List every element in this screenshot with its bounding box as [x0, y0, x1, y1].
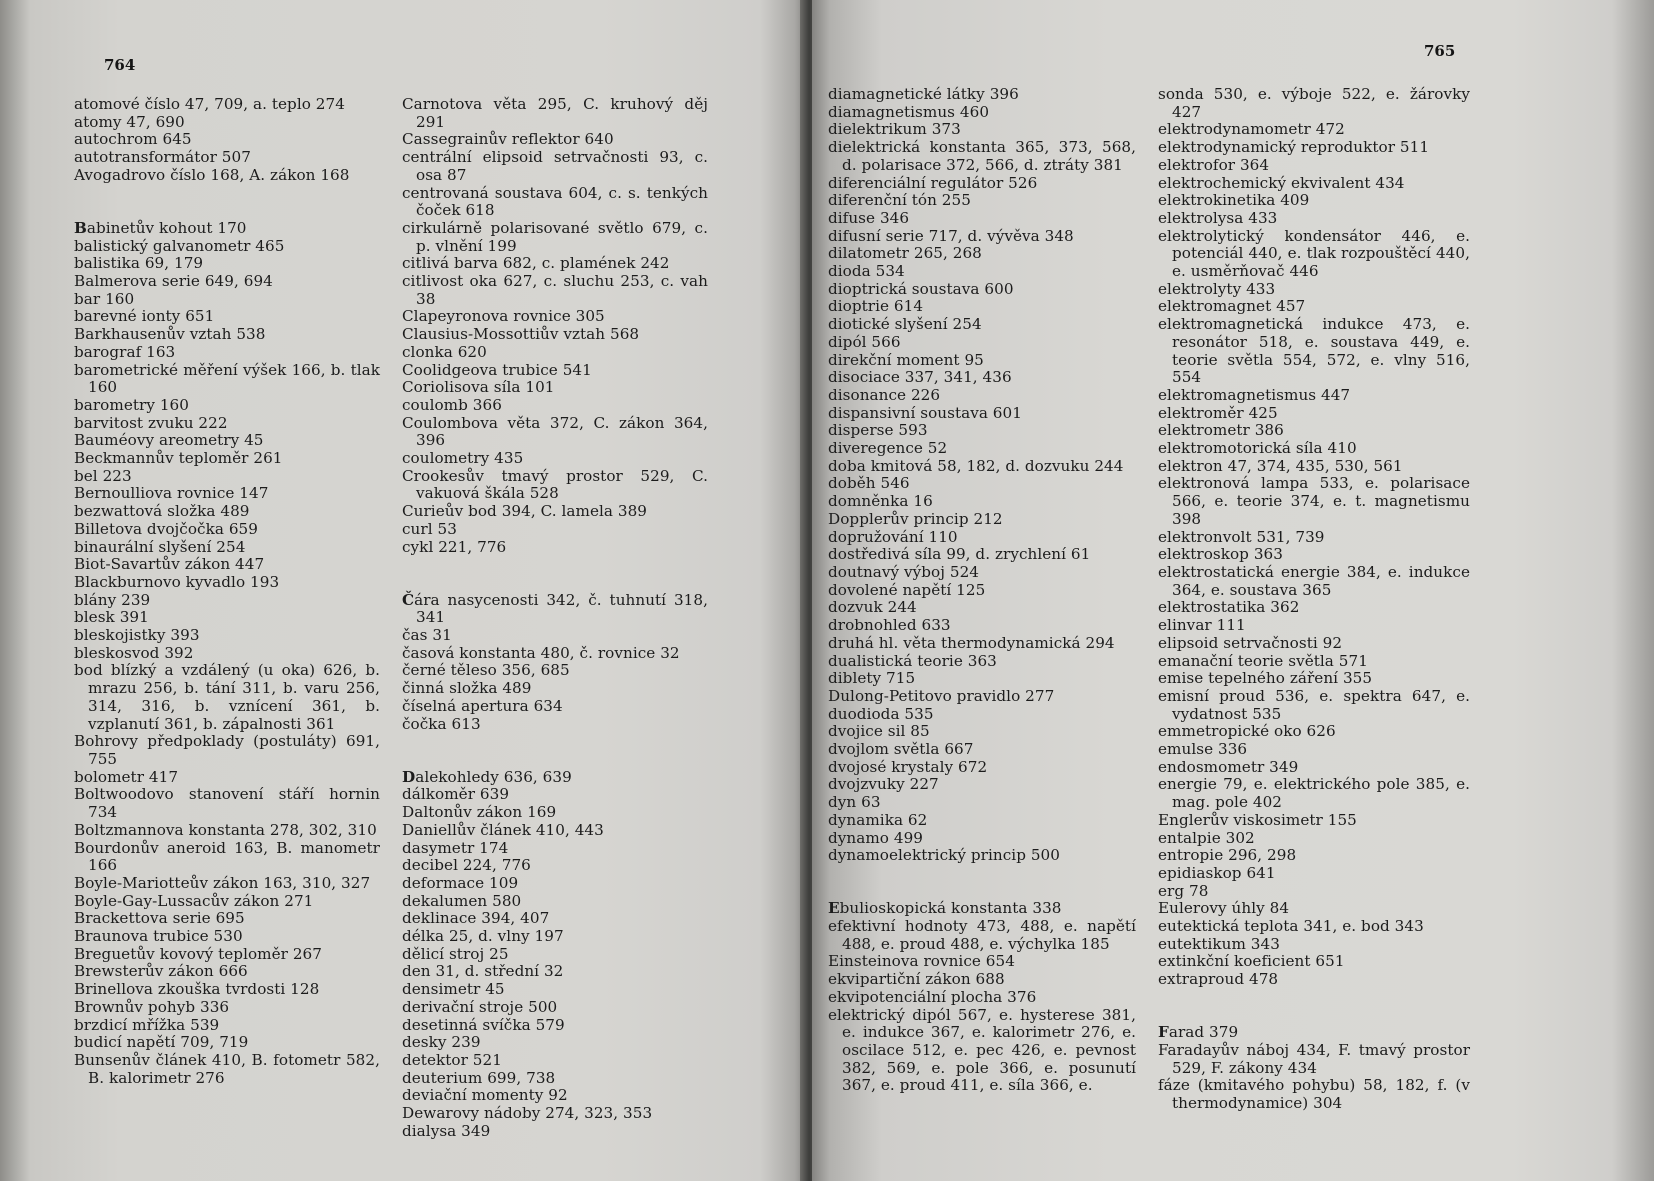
- index-entry: dynamo 499: [828, 828, 923, 847]
- index-entry: decibel 224, 776: [402, 856, 531, 875]
- index-entry: elektrostatická energie 384, e. indukce 364, e. soustava 365: [1158, 562, 1470, 599]
- index-entry: Barkhausenův vztah 538: [74, 325, 266, 344]
- index-entry: čočka 613: [402, 714, 481, 733]
- right-page: [812, 0, 1654, 1181]
- index-entry: dioda 534: [828, 262, 905, 281]
- index-entry: bleskojistky 393: [74, 626, 200, 645]
- index-entry: bleskosvod 392: [74, 643, 194, 662]
- index-entry: elektromagnet 457: [1158, 297, 1306, 316]
- index-entry: duodioda 535: [828, 704, 934, 723]
- index-entry: Dopplerův princip 212: [828, 509, 1003, 528]
- index-entry: dekalumen 580: [402, 891, 522, 910]
- index-entry: elektrometr 386: [1158, 421, 1284, 440]
- index-entry: efektivní hodnoty 473, 488, e. napětí 488, e. proud 488, e. výchylka 185: [828, 917, 1136, 953]
- index-entry: cykl 221, 776: [402, 537, 507, 556]
- index-entry: disperse 593: [828, 421, 928, 440]
- index-entry: dynamika 62: [828, 810, 928, 829]
- index-entry: den 31, d. střední 32: [402, 962, 564, 981]
- index-entry: sonda 530, e. výboje 522, e. žárovky 427: [1158, 85, 1470, 121]
- index-entry: Dulong-Petitovo pravidlo 277: [828, 686, 1055, 705]
- index-entry: brzdicí mřížka 539: [74, 1015, 220, 1034]
- index-entry: dvojice sil 85: [828, 722, 930, 741]
- index-entry: Boltwoodovo stanovení stáří hornin 734: [74, 785, 380, 822]
- index-entry: elektrolyty 433: [1158, 279, 1276, 298]
- index-entry: elektrokinetika 409: [1158, 191, 1310, 210]
- index-entry: binaurální slyšení 254: [74, 537, 246, 556]
- index-entry: elektrický dipól 567, e. hysterese 381, e. indukce 367, e. kalorimetr 276, e. oscilace 512, e. pec 426, e. pevnost 382, 569, e. pole 366, e. posunutí 367, e. proud 411, e. síla 366, e.: [828, 1005, 1136, 1095]
- index-entry: Brownův pohyb 336: [74, 997, 230, 1016]
- index-entry: endosmometr 349: [1158, 757, 1299, 776]
- index-entry: budicí napětí 709, 719: [74, 1033, 249, 1052]
- index-entry: Daniellův článek 410, 443: [402, 820, 604, 839]
- index-entry: Faradayův náboj 434, F. tmavý prostor 529, F. zákony 434: [1158, 1040, 1470, 1077]
- index-entry: doběh 546: [828, 474, 910, 493]
- index-entry: dasymetr 174: [402, 838, 509, 857]
- index-entry: elektromagnetismus 447: [1158, 385, 1351, 404]
- left-column-1: [74, 96, 380, 1087]
- index-entry: Clapeyronova rovnice 305: [402, 307, 605, 326]
- index-entry: elektrodynamický reproduktor 511: [1158, 138, 1430, 157]
- index-entry: dyn 63: [828, 793, 881, 812]
- index-entry: densimetr 45: [402, 980, 505, 999]
- index-entry: desky 239: [402, 1033, 481, 1052]
- index-entry: dielektrická konstanta 365, 373, 568, d. polarisace 372, 566, d. ztráty 381: [828, 138, 1136, 174]
- index-entry: difuse 346: [828, 208, 910, 227]
- index-entry: elektroskop 363: [1158, 545, 1283, 564]
- index-entry: dynamoelektrický princip 500: [828, 846, 1060, 865]
- section-initial: F: [1158, 1023, 1169, 1042]
- index-entry: citlivá barva 682, c. plamének 242: [402, 254, 670, 273]
- index-entry: Dalekohledy 636, 639: [402, 767, 572, 786]
- index-entry: doba kmitová 58, 182, d. dozvuku 244: [828, 456, 1124, 475]
- index-entry: Boltzmannova konstanta 278, 302, 310: [74, 820, 377, 839]
- index-entry: balistika 69, 179: [74, 254, 204, 273]
- index-entry: Bunsenův článek 410, B. fotometr 582, B. kalorimetr 276: [74, 1050, 380, 1087]
- index-entry: elektronvolt 531, 739: [1158, 527, 1325, 546]
- index-entry: Einsteinova rovnice 654: [828, 952, 1015, 971]
- index-entry: elipsoid setrvačnosti 92: [1158, 633, 1343, 652]
- index-entry: Coulombova věta 372, C. zákon 364, 396: [402, 413, 708, 450]
- left-page: [0, 0, 808, 1181]
- index-entry: atomové číslo 47, 709, a. teplo 274: [74, 95, 345, 113]
- index-entry: drobnohled 633: [828, 616, 951, 635]
- index-entry: Eulerovy úhly 84: [1158, 899, 1290, 918]
- section-gap: [1158, 989, 1470, 1024]
- index-entry: elektrolysa 433: [1158, 208, 1278, 227]
- section-gap: [74, 185, 380, 220]
- index-entry: elektrostatika 362: [1158, 598, 1300, 617]
- index-entry: Beckmannův teploměr 261: [74, 449, 283, 468]
- index-entry: elektronová lampa 533, e. polarisace 566, e. teorie 374, e. t. magnetismu 398: [1158, 474, 1470, 528]
- index-entry: dipól 566: [828, 332, 901, 351]
- index-entry: Englerův viskosimetr 155: [1158, 810, 1357, 829]
- index-entry: dispansivní soustava 601: [828, 403, 1022, 422]
- index-entry: difusní serie 717, d. vývěva 348: [828, 226, 1074, 245]
- index-entry: dualistická teorie 363: [828, 651, 997, 670]
- index-entry: Boyle-Gay-Lussacův zákon 271: [74, 891, 314, 910]
- index-entry: diamagnetické látky 396: [828, 85, 1019, 103]
- left-column-2: [402, 96, 708, 1140]
- index-entry: barvitost zvuku 222: [74, 413, 228, 432]
- right-column-2: [1158, 86, 1470, 1113]
- index-entry: Breguetův kovový teploměr 267: [74, 944, 322, 963]
- index-entry: desetinná svíčka 579: [402, 1015, 565, 1034]
- index-entry: energie 79, e. elektrického pole 385, e. mag. pole 402: [1158, 775, 1470, 812]
- index-entry: dioptrie 614: [828, 297, 924, 316]
- index-entry: atomy 47, 690: [74, 112, 185, 131]
- index-entry: dvojzvuky 227: [828, 775, 939, 794]
- index-entry: Daltonův zákon 169: [402, 803, 557, 822]
- index-entry: dovolené napětí 125: [828, 580, 986, 599]
- index-entry: bod blízký a vzdálený (u oka) 626, b. mrazu 256, b. tání 311, b. varu 256, 314, 316, b. vznícení 361, b. vzplanutí 361, b. zápalnosti 361: [74, 661, 380, 733]
- index-entry: Biot-Savartův zákon 447: [74, 555, 265, 574]
- index-entry: bar 160: [74, 289, 135, 308]
- index-entry: ekvipartiční zákon 688: [828, 970, 1005, 989]
- index-entry: diamagnetismus 460: [828, 102, 990, 121]
- index-entry: dvojosé krystaly 672: [828, 757, 988, 776]
- index-entry: Cassegrainův reflektor 640: [402, 130, 614, 149]
- index-entry: Čára nasycenosti 342, č. tuhnutí 318, 341: [402, 590, 708, 627]
- index-entry: černé těleso 356, 685: [402, 661, 570, 680]
- index-entry: Coriolisova síla 101: [402, 378, 555, 397]
- index-entry: disociace 337, 341, 436: [828, 368, 1012, 387]
- index-entry: diferenciální regulátor 526: [828, 173, 1038, 192]
- index-entry: doutnavý výboj 524: [828, 562, 980, 581]
- index-entry: Billetova dvojčočka 659: [74, 519, 258, 538]
- index-entry: číselná apertura 634: [402, 696, 563, 715]
- index-entry: detektor 521: [402, 1050, 502, 1069]
- index-entry: elektroměr 425: [1158, 403, 1278, 422]
- index-entry: diferenční tón 255: [828, 191, 971, 210]
- index-entry: elektromotorická síla 410: [1158, 439, 1357, 458]
- index-entry: Curieův bod 394, C. lamela 389: [402, 502, 648, 521]
- index-entry: elektron 47, 374, 435, 530, 561: [1158, 456, 1403, 475]
- index-entry: Clausius-Mossottiův vztah 568: [402, 325, 640, 344]
- index-entry: entalpie 302: [1158, 828, 1255, 847]
- index-entry: dálkoměr 639: [402, 785, 510, 804]
- index-entry: bolometr 417: [74, 767, 179, 786]
- index-entry: erg 78: [1158, 881, 1209, 900]
- index-entry: činná složka 489: [402, 679, 532, 698]
- index-entry: dozvuk 244: [828, 598, 917, 617]
- index-entry: centrovaná soustava 604, c. s. tenkých čoček 618: [402, 183, 708, 220]
- index-entry: Bernoulliova rovnice 147: [74, 484, 269, 503]
- index-entry: délka 25, d. vlny 197: [402, 927, 564, 946]
- index-entry: elektrolytický kondensátor 446, e. potenciál 440, e. tlak rozpouštěcí 440, e. usměrňovač 446: [1158, 226, 1470, 281]
- index-entry: autochrom 645: [74, 130, 192, 149]
- index-entry: Coolidgeova trubice 541: [402, 360, 592, 379]
- index-entry: deklinace 394, 407: [402, 909, 550, 928]
- index-entry: emisní proud 536, e. spektra 647, e. vydatnost 535: [1158, 686, 1470, 723]
- index-entry: clonka 620: [402, 342, 487, 361]
- index-entry: barevné ionty 651: [74, 307, 215, 326]
- index-entry: Brackettova serie 695: [74, 909, 245, 928]
- index-entry: blesk 391: [74, 608, 149, 627]
- index-entry: deformace 109: [402, 873, 519, 892]
- index-entry: elektrodynamometr 472: [1158, 120, 1345, 139]
- index-entry: čas 31: [402, 626, 452, 645]
- index-entry: derivační stroje 500: [402, 997, 558, 1016]
- index-entry: dioptrická soustava 600: [828, 279, 1014, 298]
- index-entry: disonance 226: [828, 385, 941, 404]
- index-entry: entropie 296, 298: [1158, 846, 1297, 865]
- index-entry: autotransformátor 507: [74, 148, 251, 167]
- index-entry: deuterium 699, 738: [402, 1068, 556, 1087]
- index-entry: bezwattová složka 489: [74, 502, 250, 521]
- index-entry: elektrofor 364: [1158, 155, 1270, 174]
- index-entry: Blackburnovo kyvadlo 193: [74, 572, 280, 591]
- index-entry: Crookesův tmavý prostor 529, C. vakuová škála 528: [402, 466, 708, 503]
- index-entry: Dewarovy nádoby 274, 323, 353: [402, 1104, 653, 1123]
- section-initial: E: [828, 899, 840, 918]
- index-entry: časová konstanta 480, č. rovnice 32: [402, 643, 680, 662]
- index-entry: bel 223: [74, 466, 132, 485]
- index-entry: dvojlom světla 667: [828, 740, 974, 759]
- index-entry: Babinetův kohout 170: [74, 218, 247, 237]
- index-entry: emanační teorie světla 571: [1158, 651, 1368, 670]
- index-entry: Bauméovy areometry 45: [74, 431, 264, 450]
- section-gap: [402, 556, 708, 591]
- index-entry: diotické slyšení 254: [828, 315, 982, 334]
- right-page-number: 765: [1424, 42, 1456, 60]
- section-initial: B: [74, 218, 87, 237]
- index-entry: dialysa 349: [402, 1121, 491, 1140]
- index-entry: Bohrovy předpoklady (postuláty) 691, 755: [74, 732, 380, 768]
- index-entry: coulometry 435: [402, 449, 524, 468]
- index-entry: fáze (kmitavého pohybu) 58, 182, f. (v thermodynamice) 304: [1158, 1076, 1470, 1113]
- index-entry: Braunova trubice 530: [74, 927, 243, 946]
- index-entry: dostředivá síla 99, d. zrychlení 61: [828, 545, 1091, 564]
- index-entry: Ebulioskopická konstanta 338: [828, 899, 1062, 918]
- index-entry: balistický galvanometr 465: [74, 236, 285, 255]
- index-entry: Farad 379: [1158, 1023, 1239, 1042]
- section-initial: D: [402, 767, 416, 786]
- index-entry: elinvar 111: [1158, 616, 1246, 635]
- index-entry: Brinellova zkouška tvrdosti 128: [74, 980, 320, 999]
- index-entry: Carnotova věta 295, C. kruhový děj 291: [402, 95, 708, 131]
- index-entry: Bourdonův aneroid 163, B. manometr 166: [74, 838, 380, 875]
- index-entry: deviační momenty 92: [402, 1086, 568, 1105]
- index-entry: barometrické měření výšek 166, b. tlak 160: [74, 360, 380, 397]
- index-entry: Balmerova serie 649, 694: [74, 272, 273, 291]
- index-entry: curl 53: [402, 519, 457, 538]
- index-entry: cirkulárně polarisované světlo 679, c. p. vlnění 199: [402, 218, 708, 255]
- index-entry: dopružování 110: [828, 527, 958, 546]
- section-initial: Č: [402, 590, 415, 609]
- index-entry: druhá hl. věta thermodynamická 294: [828, 633, 1115, 652]
- section-gap: [828, 865, 1136, 900]
- index-entry: extinkční koeficient 651: [1158, 952, 1345, 971]
- index-entry: dielektrikum 373: [828, 120, 961, 139]
- index-entry: barograf 163: [74, 342, 176, 361]
- index-entry: diblety 715: [828, 669, 916, 688]
- right-column-1: [828, 86, 1136, 1095]
- index-entry: extraproud 478: [1158, 970, 1279, 989]
- index-entry: dělicí stroj 25: [402, 944, 509, 963]
- index-entry: blány 239: [74, 590, 151, 609]
- index-entry: epidiaskop 641: [1158, 863, 1276, 882]
- index-entry: barometry 160: [74, 395, 189, 414]
- index-entry: Brewsterův zákon 666: [74, 962, 248, 981]
- index-entry: diveregence 52: [828, 439, 948, 458]
- index-entry: eutektikum 343: [1158, 934, 1280, 953]
- index-entry: elektrochemický ekvivalent 434: [1158, 173, 1405, 192]
- index-entry: emise tepelného záření 355: [1158, 669, 1373, 688]
- index-entry: Boyle-Mariotteův zákon 163, 310, 327: [74, 873, 371, 892]
- index-entry: emulse 336: [1158, 740, 1248, 759]
- index-entry: elektromagnetická indukce 473, e. resonátor 518, e. soustava 449, e. teorie světla 554, 572, e. vlny 516, 554: [1158, 315, 1470, 387]
- index-entry: ekvipotenciální plocha 376: [828, 987, 1037, 1006]
- index-entry: dilatometr 265, 268: [828, 244, 982, 263]
- section-gap: [402, 733, 708, 768]
- index-entry: direkční moment 95: [828, 350, 984, 369]
- index-entry: coulomb 366: [402, 395, 502, 414]
- index-entry: domněnka 16: [828, 492, 933, 511]
- index-entry: centrální elipsoid setrvačnosti 93, c. osa 87: [402, 148, 708, 184]
- index-entry: citlivost oka 627, c. sluchu 253, c. vah 38: [402, 272, 708, 308]
- index-entry: eutektická teplota 341, e. bod 343: [1158, 917, 1424, 936]
- index-entry: emmetropické oko 626: [1158, 722, 1336, 741]
- left-page-number: 764: [104, 56, 136, 74]
- index-entry: Avogadrovo číslo 168, A. zákon 168: [74, 165, 350, 184]
